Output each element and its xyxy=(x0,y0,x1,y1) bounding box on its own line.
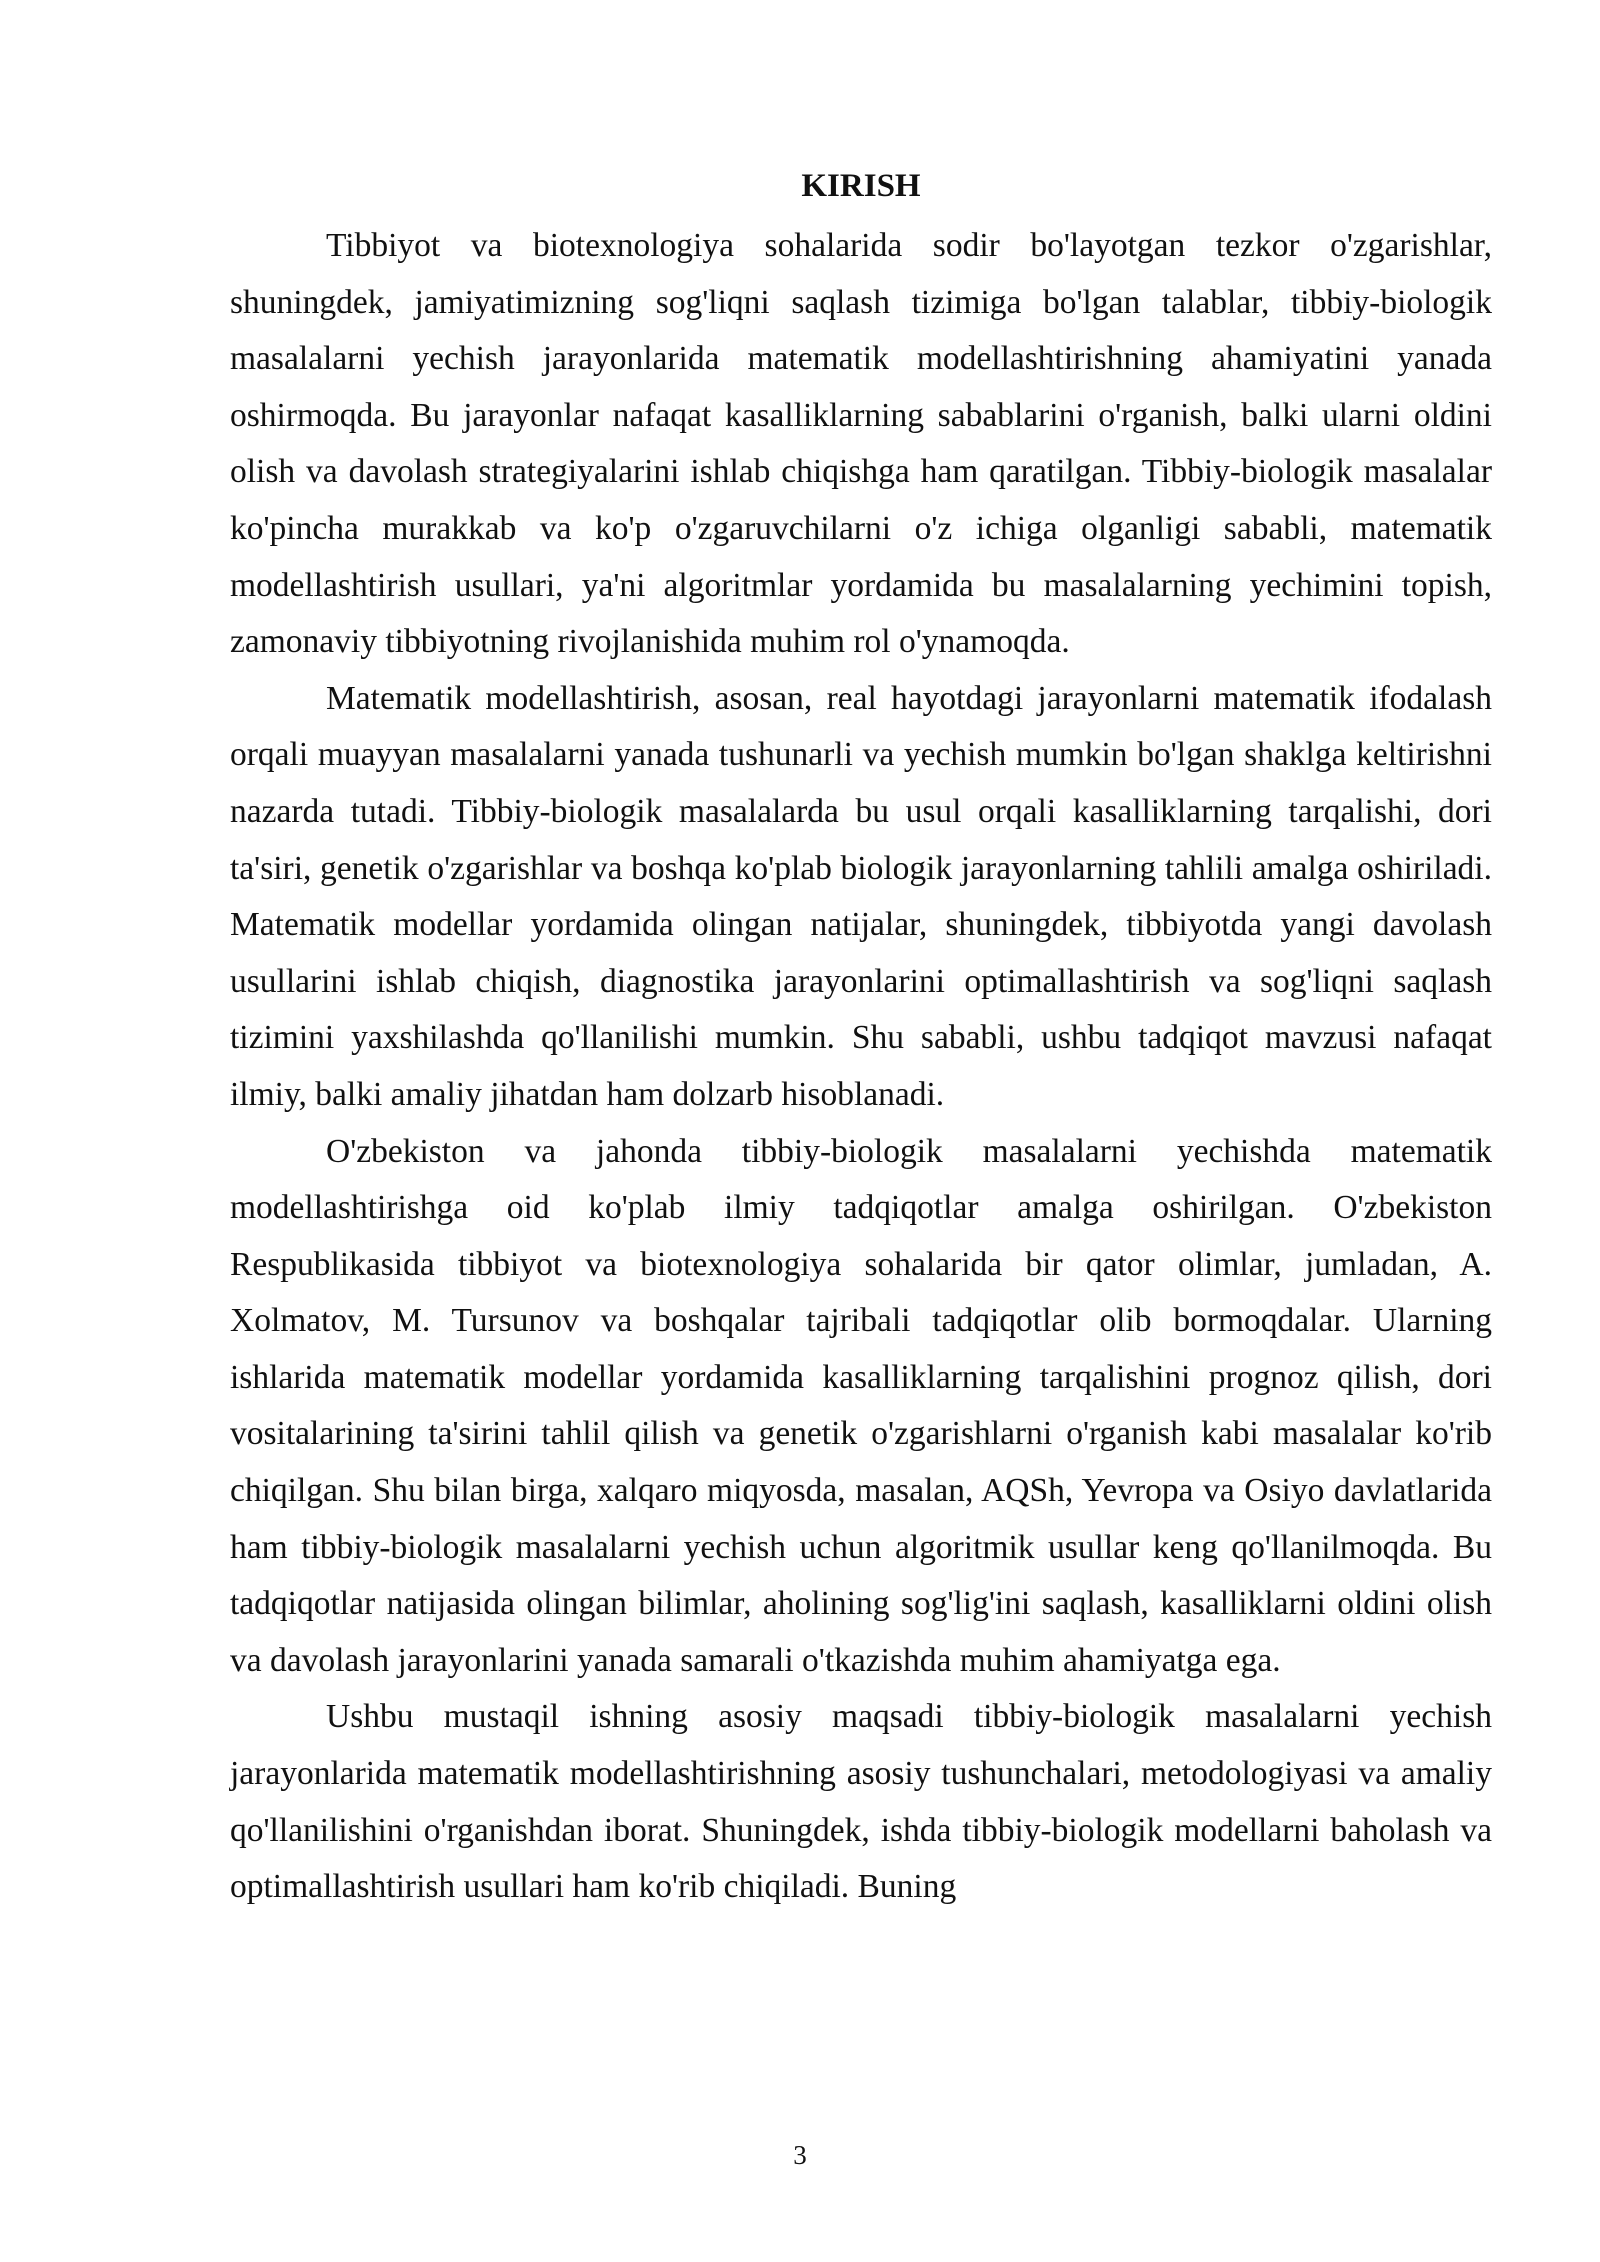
paragraph: Ushbu mustaqil ishning asosiy maqsadi tibbiy-biologik masalalarni yechish jarayonlarida matematik modellashtirishning asosiy tushunchalari, metodologiyasi va amaliy qo'llanilishini o'rganishdan iborat. Shuningdek, ishda tibbiy-biologik modellarni baholash va optimallashtirish usullari ham ko'rib chiqiladi. Buning xyxy=(230,1698,1492,1906)
section-heading: KIRISH xyxy=(801,168,921,204)
page-number: 3 xyxy=(793,2140,807,2170)
paragraph: Tibbiyot va biotexnologiya sohalarida sodir bo'layotgan tezkor o'zgarishlar, shuningdek, jamiyatimizning sog'liqni saqlash tizimiga bo'lgan talablar, tibbiy-biologik masalalarni yechish jarayonlarida matematik modellashtirishning ahamiyatini yanada oshirmoqda. Bu jarayonlar nafaqat kasalliklarning sabablarini o'rganish, balki ularni oldini olish va davolash strategiyalarini ishlab chiqishga ham qaratilgan. Tibbiy-biologik masalalar ko'pincha murakkab va ko'p o'zgaruvchilarni o'z ichiga olganligi sababli, matematik modellashtirish usullari, ya'ni algoritmlar yordamida bu masalalarning yechimini topish, zamonaviy tibbiyotning rivojlanishida muhim rol o'ynamoqda. xyxy=(230,227,1492,661)
page-content xyxy=(230,160,1492,1916)
paragraph: Matematik modellashtirish, asosan, real hayotdagi jarayonlarni matematik ifodalash orqali muayyan masalalarni yanada tushunarli va yechish mumkin bo'lgan shaklga keltirishni nazarda tutadi. Tibbiy-biologik masalalarda bu usul orqali kasalliklarning tarqalishi, dori ta'siri, genetik o'zgarishlar va boshqa ko'plab biologik jarayonlarning tahlili amalga oshiriladi. Matematik modellar yordamida olingan natijalar, shuningdek, tibbiyotda yangi davolash usullarini ishlab chiqish, diagnostika jarayonlarini optimallashtirish va sog'liqni saqlash tizimini yaxshilashda qo'llanilishi mumkin. Shu sababli, ushbu tadqiqot mavzusi nafaqat ilmiy, balki amaliy jihatdan ham dolzarb hisoblanadi. xyxy=(230,679,1492,1113)
paragraph: O'zbekiston va jahonda tibbiy-biologik masalalarni yechishda matematik modellashtirishga oid ko'plab ilmiy tadqiqotlar amalga oshirilgan. O'zbekiston Respublikasida tibbiyot va biotexnologiya sohalarida bir qator olimlar, jumladan, A. Xolmatov, M. Tursunov va boshqalar tajribali tadqiqotlar olib bormoqdalar. Ularning ishlarida matematik modellar yordamida kasalliklarning tarqalishini prognoz qilish, dori vositalarining ta'sirini tahlil qilish va genetik o'zgarishlarni o'rganish kabi masalalar ko'rib chiqilgan. Shu bilan birga, xalqaro miqyosda, masalan, AQSh, Yevropa va Osiyo davlatlarida ham tibbiy-biologik masalalarni yechish uchun algoritmik usullar keng qo'llanilmoqda. Bu tadqiqotlar natijasida olingan bilimlar, aholining sog'lig'ini saqlash, kasalliklarni oldini olish va davolash jarayonlarini yanada samarali o'tkazishda muhim ahamiyatga ega. xyxy=(230,1132,1492,1679)
